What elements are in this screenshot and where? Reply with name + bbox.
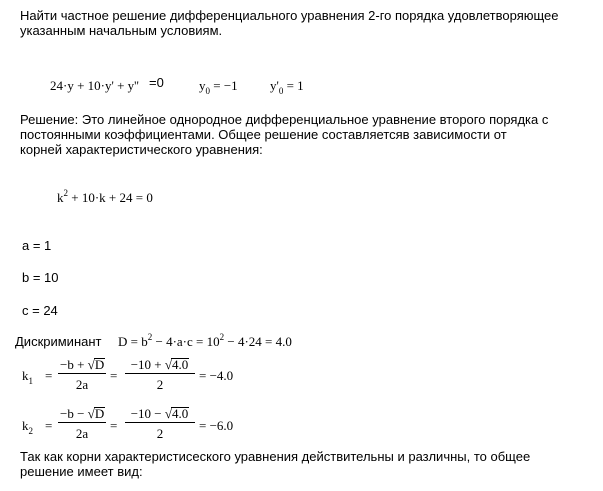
k2-numerator-numeric	[125, 406, 195, 422]
solution-line-1: Решение: Это линейное однородное дифференциальное уравнение второго порядка с	[20, 112, 549, 127]
initial-condition-y0	[199, 78, 238, 94]
initial-condition-dy0	[270, 78, 304, 94]
root-k2-symbol	[22, 418, 33, 434]
discriminant-label: Дискриминант	[15, 334, 102, 349]
problem-line-1: Найти частное решение дифференциального уравнения 2-го порядка удовлетворяющее	[20, 8, 559, 23]
root-k2-eq-2: =	[110, 418, 118, 433]
k1-numerator-symbolic	[58, 357, 106, 373]
root-k1-result: = −4.0	[199, 368, 234, 383]
root-k2-eq: =	[45, 418, 53, 433]
solution-line-2: постоянными коэффициентами. Общее решение составляетсяв зависимости от	[20, 127, 507, 142]
char-eq-exponent: 2	[63, 188, 68, 198]
fraction-bar	[58, 373, 106, 374]
k2-num-pre: −b −	[60, 406, 88, 421]
root-k1-eq: =	[45, 368, 53, 383]
dy0-symbol: y'	[270, 78, 279, 93]
root-k2-result: = −6.0	[199, 418, 234, 433]
root-k2-fraction-symbolic	[58, 406, 106, 442]
root-k1-fraction-symbolic	[58, 357, 106, 393]
k2-denominator-numeric: 2	[156, 426, 164, 441]
d-exponent-2: 2	[219, 332, 225, 342]
sqrt-icon: √	[164, 406, 173, 421]
k2-radicand-numeric: 4.0	[172, 406, 189, 421]
k1-num2-pre: −10 +	[130, 357, 165, 372]
y0-value: = −1	[210, 78, 238, 93]
root-k1-fraction-numeric	[125, 357, 195, 393]
discriminant-formula	[118, 334, 292, 350]
dy0-value: = 1	[283, 78, 304, 93]
char-eq-rest: + 10·k + 24 = 0	[68, 190, 153, 205]
problem-line-2: указанным начальным условиям.	[20, 23, 223, 38]
conclusion-line-1: Так как корни характеристисеского уравнения действительны и различны, то общее	[20, 449, 531, 464]
y0-symbol: y	[199, 78, 206, 93]
ode-rhs: =0	[149, 75, 164, 90]
d-part-2: − 4·a·c = 10	[152, 334, 220, 349]
k1-radicand-numeric: 4.0	[172, 357, 189, 372]
conclusion-line-2: решение имеет вид:	[20, 464, 143, 479]
fraction-bar	[58, 422, 106, 423]
coefficient-c: c = 24	[22, 303, 58, 318]
sqrt-icon: √	[164, 357, 173, 372]
k2-subscript: 2	[28, 426, 33, 436]
solution-line-3: корней характеристического уравнения:	[20, 142, 263, 157]
k2-numerator-symbolic	[58, 406, 106, 422]
coefficient-a: a = 1	[22, 238, 52, 253]
k1-num-pre: −b +	[60, 357, 88, 372]
k1-denominator-symbolic: 2a	[75, 377, 89, 392]
k1-base: k	[22, 368, 29, 383]
root-k1-symbol	[22, 368, 33, 384]
root-k2-fraction-numeric	[125, 406, 195, 442]
sqrt-icon: √	[87, 357, 95, 372]
k1-radicand-symbolic: D	[94, 357, 105, 372]
dy0-subscript: 0	[278, 86, 284, 96]
sqrt-icon: √	[87, 406, 95, 421]
d-part-1: D = b	[118, 334, 148, 349]
fraction-bar	[125, 422, 195, 423]
k2-denominator-symbolic: 2a	[75, 426, 89, 441]
k2-num2-pre: −10 −	[130, 406, 165, 421]
coefficient-b: b = 10	[22, 270, 59, 285]
fraction-bar	[125, 373, 195, 374]
k2-radicand-symbolic: D	[94, 406, 105, 421]
root-k1-eq-2: =	[110, 368, 118, 383]
d-part-3: − 4·24 = 4.0	[224, 334, 292, 349]
k1-denominator-numeric: 2	[156, 377, 164, 392]
ode-lhs: 24·y + 10·y' + y''	[50, 78, 139, 93]
y0-subscript: 0	[205, 86, 210, 96]
d-exponent-1: 2	[147, 332, 153, 342]
char-eq-base: k	[57, 190, 64, 205]
k1-subscript: 1	[28, 376, 33, 386]
characteristic-equation	[57, 190, 153, 206]
k2-base: k	[22, 418, 29, 433]
k1-numerator-numeric	[125, 357, 195, 373]
